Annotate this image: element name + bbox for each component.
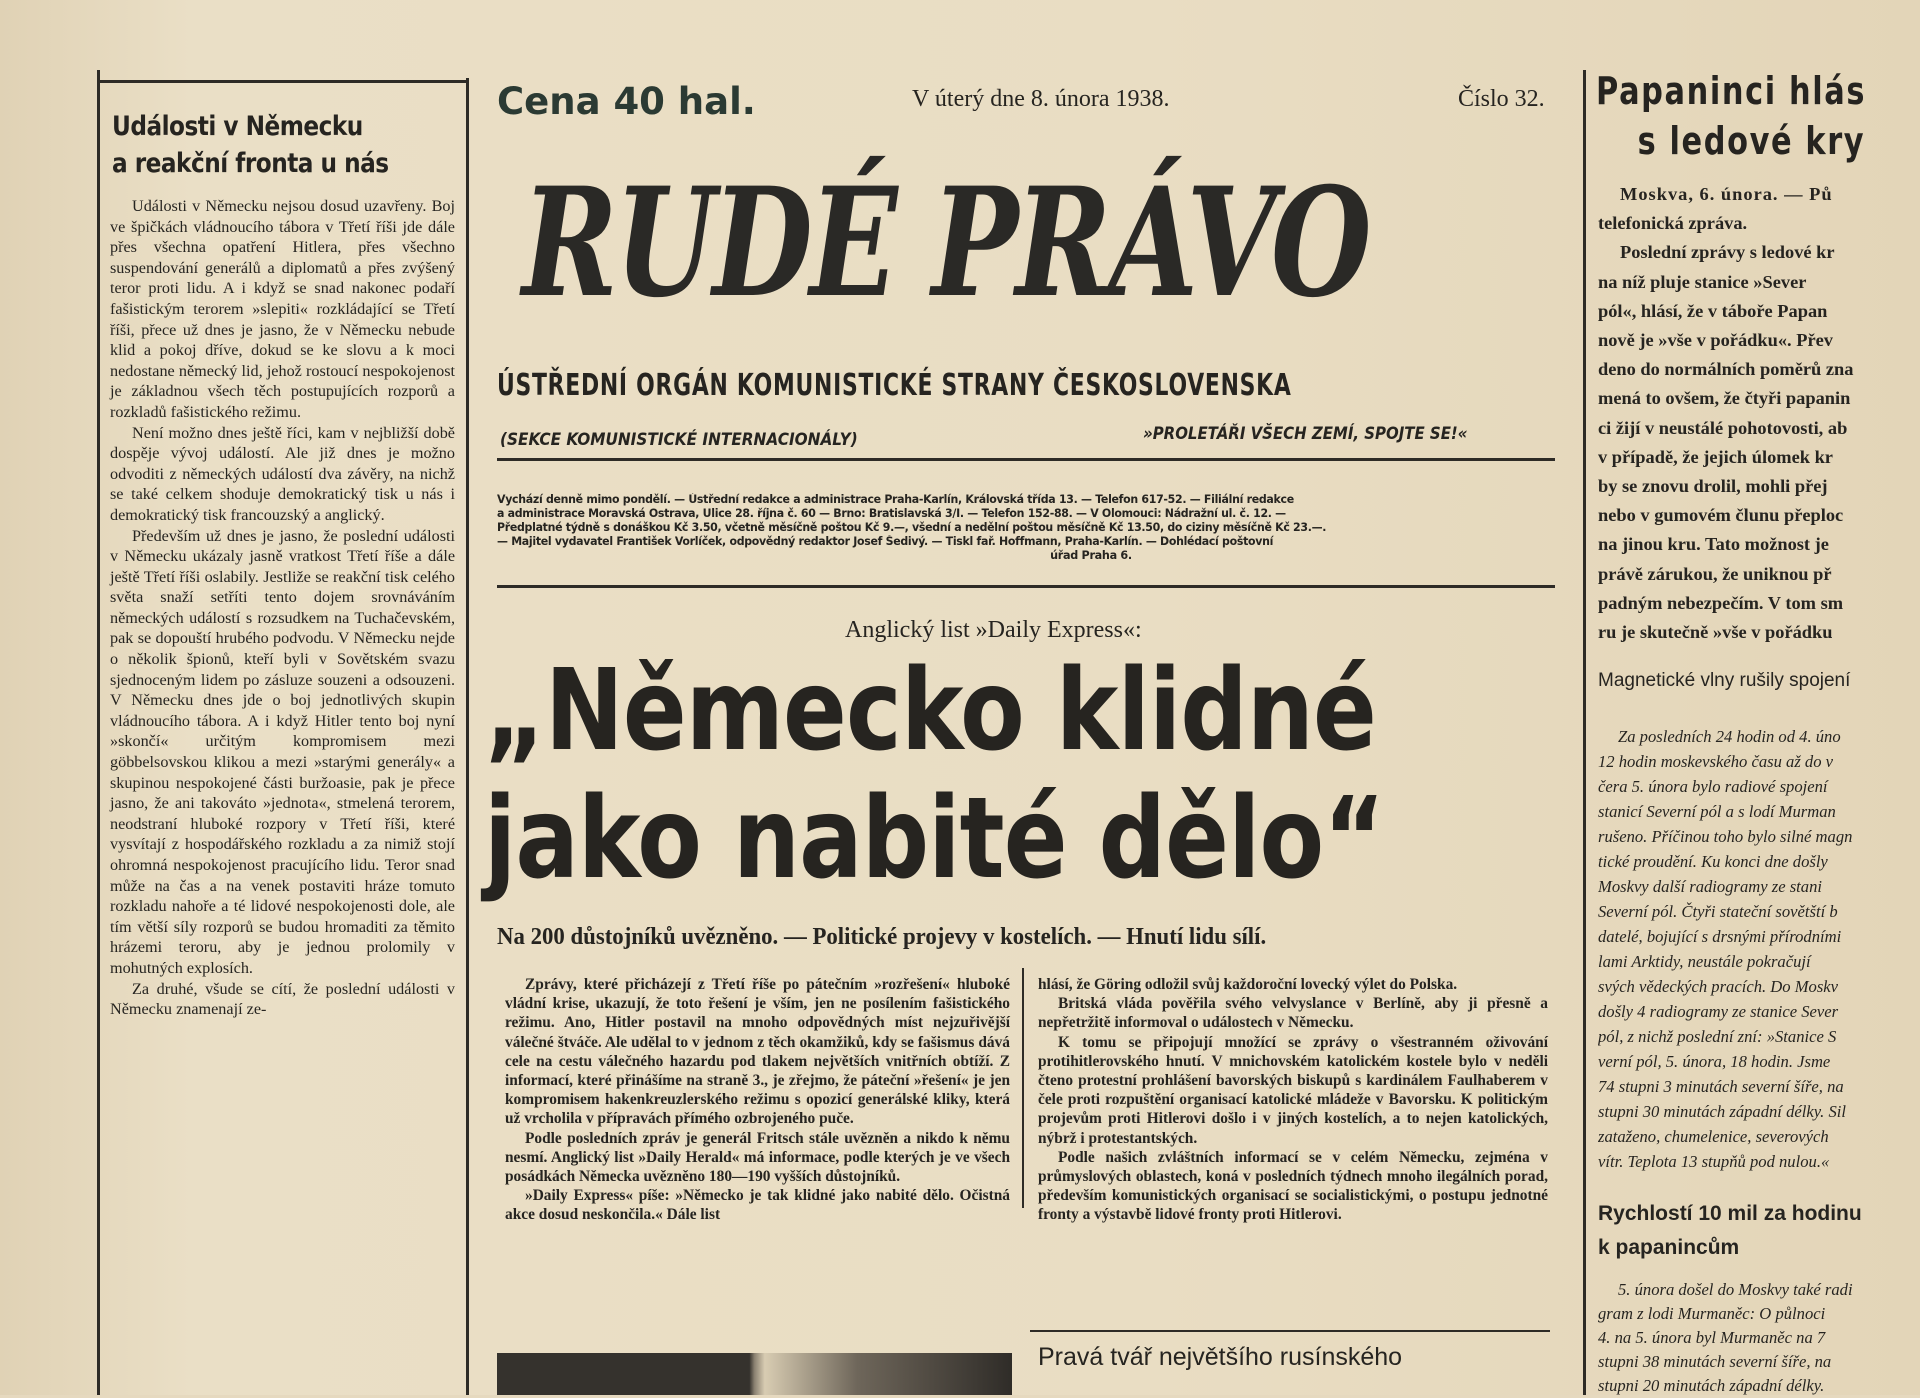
left-paragraph-4: Za druhé, všude se cítí, že poslední události v Německu znamenají ze- [110, 979, 455, 1019]
imprint-block [497, 493, 1555, 563]
left-paragraph-3: Především už dnes je jasno, že poslední události v Německu ukázaly jasně vratkost Třetí říše a dále ještě Třetí říši oslabily. Jestliže se reakční tisk celého světa snaží setříti tento dojem srovnáváním německých událostí s rozsudkem na Tuchačevském, pak se dopouští hrubého podvodu. V Německu nejde o několik špionů, kteří byli v Sovětském svazu sjednoceným lidem po zásluze souzeni a odsouzeni. V Německu dnes jde o boj jednotlivých skupin vládnoucího tábora. A i když Hitler tento boj nyní »skončí« určitým kompromisem mezi göbbelsovskou klikou a mezi »starými generály« a skupinou nespokojené části buržoasie, pak je přece jasno, že ani takováto »jednota«, stmelená terorem, neodstraní hluboké rozpory v Třetí říši, které vysvítají z hospodářského rozkladu a za nimiž stojí ohromná nespokojenost pracujícího lidu. Teror snad může na čas a na venek postaviti hráze tomuto rozkladu nahoře a té lidové nespokojenosti dole, ale tím větší síly rozporů se budou hromaditi za těmito hrázemi teroru, aby je jednou prolomily v mohutných explosích. [110, 526, 455, 977]
right-a-line: právě zárukou, že uniknou př [1598, 563, 1832, 584]
main-col1-paragraph-2: Podle posledních zpráv je generál Fritsch stále uvězněn a nikdo k němu nesmí. Anglický list »Daily Herald« má informace, podle kterých je ve všech posádkách Německa uvězněno 180—190 vyšších důstojníků. [505, 1129, 1010, 1186]
imprint-line-1: Vychází denně mimo pondělí. — Ústřední redakce a administrace Praha-Karlín, Královská třída 13. — Telefon 617-52. — Filiální redakce [497, 493, 1294, 506]
right-c-line: stupni 20 minutách západní délky. [1598, 1376, 1825, 1395]
main-col2-paragraph-1: hlásí, že Göring odložil svůj každoroční lovecký výlet do Polska. [1038, 976, 1458, 993]
issue-number: Číslo 32. [1458, 86, 1545, 112]
main-article-col-1 [505, 975, 1010, 1225]
imprint-line-3: Předplatné týdně s donáškou Kč 3.50, včetně měsíčně poštou Kč 9.—, všední a nedělní poštou měsíčně Kč 13.50, do ciziny měsíčně Kč 23.—. [497, 521, 1327, 534]
issue-date: V úterý dne 8. února 1938. [912, 86, 1170, 112]
right-a-line: na níž pluje stanice »Sever [1598, 271, 1807, 292]
left-paragraph-2: Není možno dnes ještě říci, kam v nejbližší době dospěje vývoj událostí. Ale již dnes je možno odvoditi z německých událostí dva závěry, na nichž se také celkem shoduje demokratický tisk u nás i demokratický tisk francouzský a anglický. [110, 423, 455, 524]
right-a-line: mená to ovšem, že čtyři papanin [1598, 388, 1851, 409]
right-article-c [1598, 1278, 1920, 1398]
imprint-line-2: a administrace Moravská Ostrava, Ulice 28. října č. 60 — Brno: Bratislavská 3/I. — Telefon 152-88. — V Olomouci: Nádražní ul. č. 12. — [497, 507, 1286, 520]
right-a-line: nově je »vše v pořádku«. Přev [1598, 330, 1833, 351]
masthead-rule-1 [497, 458, 1555, 461]
right-b-line: Moskvy další radiogramy ze stani [1598, 877, 1822, 896]
right-headline-line1: Papaninci hlás [1596, 69, 1867, 113]
right-b-line: rušeno. Příčinou toho bylo silné magn [1598, 827, 1853, 846]
column-rule-left-outer [97, 70, 100, 1395]
right-a-line: ru je skutečně »vše v pořádku [1598, 622, 1833, 643]
column-rule-middle [1022, 968, 1024, 1208]
right-a-line: v případě, že jejich úlomek kr [1598, 446, 1833, 467]
imprint-line-4: — Majitel vydavatel František Vorlíček, odpovědný redaktor Josef Šedivý. — Tiskl fař. Hoffmann, Praha-Karlín. — Dohlédací poštovní [497, 535, 1274, 548]
right-b-line: čera 5. února bylo radiové spojení [1598, 777, 1828, 796]
price-label: Cena 40 hal. [497, 80, 756, 123]
main-col2-paragraph-2: Britská vláda pověřila svého velvyslance v Berlíně, aby ji přesně a nepřetržitě informoval o událostech v Německu. [1038, 995, 1548, 1032]
right-subhead-speed-line1: Rychlostí 10 mil za hodinu [1598, 1202, 1862, 1225]
left-headline [112, 108, 413, 182]
column-rule-right [1583, 70, 1586, 1395]
next-headline: Pravá tvář největšího rusínského [1038, 1343, 1403, 1371]
right-a-line: Poslední zprávy s ledové kr [1620, 242, 1835, 263]
right-b-line: 74 stupni 3 minutách severní šíře, na [1598, 1077, 1844, 1096]
section-label: (SEKCE KOMUNISTICKÉ INTERNACIONÁLY) [500, 430, 858, 450]
right-b-line: pól, z nichž poslední zní: »Stanice S [1598, 1027, 1837, 1046]
right-c-line: 5. února došel do Moskvy také radi [1618, 1280, 1853, 1299]
main-col1-paragraph-1: Zprávy, které přicházejí z Třetí říše po pátečním »rozřešení« hluboké vládní krise, ukazují, že toto řešení je vším, jen ne posílením fašistického režimu. Ano, Hitler postavil na mnoho odpovědných míst nejzuřivější válečné štváče. Ale udělal to v jednom z těch okamžiků, kdy se fašismus dává cele na cestu válečného hazardu pod tlakem největších vnitřních obtíží. Z informací, které přinášíme na straně 3., je zřejmo, že páteční »řešení« je jen kompromisem hakenkreuzlerského režimu s opozicí generálské kliky, která už vrcholila v přípravách přímého ozbrojeného puče. [505, 976, 1010, 1128]
right-b-line: Za posledních 24 hodin od 4. úno [1618, 727, 1841, 746]
column-rule-left-inner [466, 78, 469, 1395]
right-a-line: deno do normálních poměrů zna [1598, 359, 1854, 380]
right-article-b [1598, 724, 1920, 1174]
main-col2-paragraph-4: Podle našich zvláštních informací se v celém Německu, zejména v průmyslových oblastech, koná v posledních týdnech mnoho ilegálních porad, především komunistických organisací se socialistickými, o postupu jednotné fronty a výstavbě lidové fronty proti Hitlerovi. [1038, 1148, 1548, 1224]
motto: »PROLETÁŘI VŠECH ZEMÍ, SPOJTE SE!« [1143, 424, 1468, 444]
right-a-line: Moskva, 6. února. — Pů [1620, 184, 1833, 204]
right-a-line: padným nebezpečím. V tom sm [1598, 592, 1844, 613]
left-headline-line2: a reakční fronta u nás [112, 148, 389, 179]
bleed-through-text [560, 18, 587, 88]
left-article-body [110, 196, 455, 1020]
right-b-line: zataženo, chumelenice, severových [1598, 1127, 1829, 1146]
right-b-line: stupni 30 minutách západní délky. Sil [1598, 1102, 1846, 1121]
right-a-line: ci žijí v neustálé pohotovosti, ab [1598, 417, 1848, 438]
right-a-line: telefonická zpráva. [1598, 213, 1748, 234]
main-deck: Na 200 důstojníků uvězněno. — Politické projevy v kostelích. — Hnutí lidu sílí. [497, 924, 1267, 950]
right-b-line: datelé, bojující s drsnými přírodními [1598, 927, 1842, 946]
main-col2-paragraph-3: K tomu se připojují množící se zprávy o všestranném oživování protihitlerovského hnutí. V mnichovském katolickém kostele bylo v neděli čteno protestní prohlášení bavorských biskupů s kardinálem Faulhaberem v čele proti rozpuštění organisací katolické mládeže v Bavorsku. K politickým projevům proti Hitlerovi došlo i v jiných kostelích, a to nejen katolických, nýbrž i protestantských. [1038, 1033, 1548, 1147]
right-a-line: nebo v gumovém člunu přeploc [1598, 505, 1844, 526]
bottom-rule-right [1030, 1330, 1550, 1332]
left-col-top-rule [99, 80, 467, 83]
left-headline-line1: Události v Německu [112, 111, 363, 142]
right-b-line: 12 hodin moskevského času až do v [1598, 752, 1834, 771]
right-c-line: gram z lodi Murmaněc: O půlnoci [1598, 1304, 1826, 1323]
right-a-line: by se znovu drolil, mohli přej [1598, 476, 1828, 497]
right-b-line: verní pól, 5. února, 18 hodin. Jsme [1598, 1052, 1831, 1071]
right-a-line: pól«, hlásí, že v táboře Papan [1598, 300, 1828, 321]
right-b-line: tické proudění. Ku konci dne došly [1598, 852, 1828, 871]
right-subhead-speed-line2: k papanincům [1598, 1236, 1740, 1259]
right-a-line: na jinou kru. Tato možnost je [1598, 534, 1829, 555]
main-headline-line2: jako nabité dělo“ [484, 774, 1385, 904]
right-c-line: 4. na 5. února byl Murmaněc na 7 [1598, 1328, 1826, 1347]
right-b-line: lami Arktidy, neustále pokračují [1598, 952, 1811, 971]
right-subhead-speed [1598, 1197, 1862, 1265]
imprint-line-5: úřad Praha 6. [1050, 549, 1132, 562]
right-headline-line2: s ledové kry [1637, 119, 1866, 163]
right-article-a [1598, 180, 1920, 647]
photo-fragment [497, 1353, 1012, 1395]
newspaper-subtitle: ÚSTŘEDNÍ ORGÁN KOMUNISTICKÉ STRANY ČESKOSLOVENSKA [497, 368, 1292, 403]
right-headline [1596, 66, 1867, 166]
right-subhead-magnetic: Magnetické vlny rušily spojení [1598, 670, 1851, 691]
newspaper-title: RUDÉ PRÁVO [522, 155, 1369, 331]
main-kicker: Anglický list »Daily Express«: [845, 617, 1142, 643]
right-b-line: došly 4 radiogramy ze stanice Sever [1598, 1002, 1839, 1021]
main-col1-paragraph-3: »Daily Express« píše: »Německo je tak klidné jako nabité dělo. Očistná akce dosud neskončila.« Dále list [505, 1187, 1010, 1224]
main-article-col-2 [1038, 975, 1548, 1225]
left-paragraph-1: Události v Německu nejsou dosud uzavřeny. Boj ve špičkách vládnoucího tábora v Třetí říši jde dále přes všechna opatření Hitlera, přes všechno suspendování generálů a diplomatů a přes zvýšený teror proti lidu. A i když se snad nakonec podaří fašistickým terorem »slepiti« rozkládající se Třetí říši, přece už dnes je jasno, že v Německu nebude klid a pokoj dříve, dokud se ke slovu a k moci nedostane německý lid, jehož rostoucí nespokojenost je základnou všech těch postupujících rozporů a rozkladů fašistického režimu. [110, 197, 455, 421]
main-headline-line1: „Německo klidné [484, 646, 1377, 776]
right-b-line: stanicí Severní pól a s lodí Murman [1598, 802, 1836, 821]
right-b-line: Severní pól. Čtyři stateční sovětští b [1598, 902, 1838, 921]
right-c-line: stupni 38 minutách severní šíře, na [1598, 1352, 1832, 1371]
right-b-line: vítr. Teplota 13 stupňů pod nulou.« [1598, 1152, 1830, 1171]
right-b-line: svých vědeckých pracích. Do Moskv [1598, 977, 1839, 996]
masthead-rule-2 [497, 585, 1555, 588]
